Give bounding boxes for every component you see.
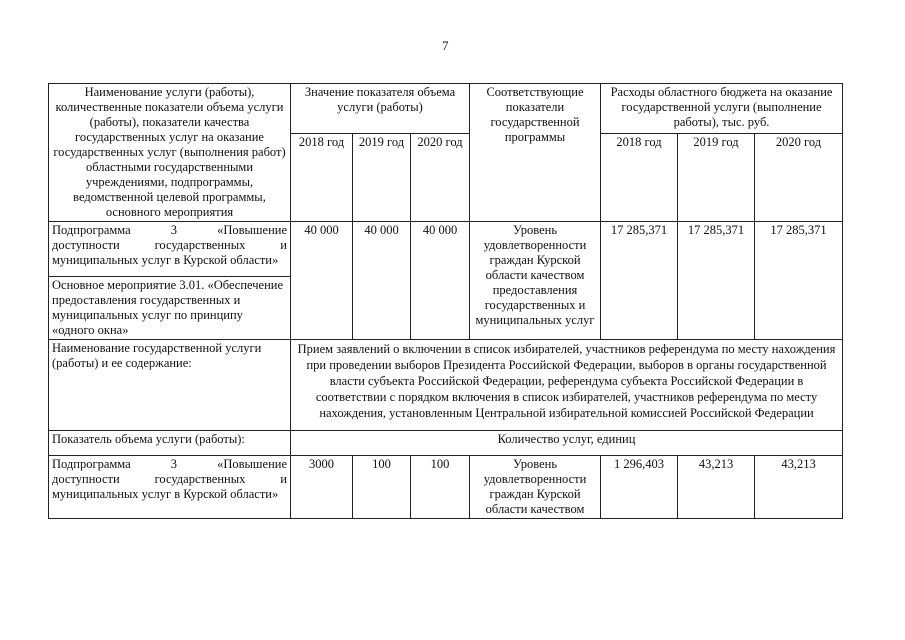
volume-indicator-label: Показатель объема услуги (работы): bbox=[49, 431, 291, 456]
header-expense-col: Расходы областного бюджета на оказание государственной услуги (выполнение работы), тыс. руб. bbox=[601, 84, 843, 134]
budget-table bbox=[48, 83, 843, 519]
service-content: Прием заявлений о включении в список избирателей, участников референдума по месту нахождения при проведении выборов Президента Российской Федерации, выборов в органы государственной власти субъекта Российской Федерации, референдума субъекта Российской Федерации в соответствии с порядком включения в список избирателей, участников референдума по месту нахождения, установленным Центральной избирательной комиссией Российской Федерации bbox=[291, 340, 843, 431]
header-row bbox=[49, 84, 843, 134]
exp-year-2018: 2018 год bbox=[601, 134, 678, 222]
vol-2020-value: 40 000 bbox=[411, 222, 470, 340]
page-number: 7 bbox=[442, 38, 449, 53]
service-name-label: Наименование государственной услуги (работы) и ее содержание: bbox=[49, 340, 291, 431]
subprogram-name-2 bbox=[49, 456, 291, 519]
vol-year-2020: 2020 год bbox=[411, 134, 470, 222]
exp-2019-value-2: 43,213 bbox=[678, 456, 755, 519]
table-row bbox=[49, 456, 843, 519]
subprogram-line1: Подпрограмма 3 «Повышение bbox=[52, 223, 287, 237]
vol-2018-value-2: 3000 bbox=[291, 456, 353, 519]
volume-indicator-content: Количество услуг, единиц bbox=[291, 431, 843, 456]
program-indicator: Уровень удовлетворенности граждан Курской области качеством предоставления государственных и муниципальных услуг bbox=[470, 222, 601, 340]
subprogram-2-line1: Подпрограмма 3 «Повышение bbox=[52, 457, 287, 471]
vol-2019-value-2: 100 bbox=[353, 456, 411, 519]
subprogram-line3: муниципальных услуг в Курской области» bbox=[52, 253, 279, 267]
subprogram-2-line3: муниципальных услуг в Курской области» bbox=[52, 487, 279, 501]
table-row bbox=[49, 222, 843, 277]
exp-2018-value-2: 1 296,403 bbox=[601, 456, 678, 519]
main-activity-name: Основное мероприятие 3.01. «Обеспечение предоставления государственных и муниципальных услуг по принципу «одного окна» bbox=[49, 277, 291, 340]
exp-2018-value: 17 285,371 bbox=[601, 222, 678, 340]
vol-2020-value-2: 100 bbox=[411, 456, 470, 519]
header-volume-col: Значение показателя объема услуги (работы) bbox=[291, 84, 470, 134]
exp-year-2019: 2019 год bbox=[678, 134, 755, 222]
exp-year-2020: 2020 год bbox=[755, 134, 843, 222]
header-name-col: Наименование услуги (работы), количественные показатели объема услуги (работы), показатели качества государственных услуг на оказание государственных услуг (выполнения работ) областными государственными учреждениями, подпрограммы, ведомственной целевой программы, основного мероприятия bbox=[49, 84, 291, 222]
exp-2020-value: 17 285,371 bbox=[755, 222, 843, 340]
subprogram-line2: доступности государственных и bbox=[52, 238, 287, 252]
exp-2019-value: 17 285,371 bbox=[678, 222, 755, 340]
subprogram-2-line2: доступности государственных и bbox=[52, 472, 287, 486]
subprogram-name bbox=[49, 222, 291, 277]
vol-2019-value: 40 000 bbox=[353, 222, 411, 340]
table-row bbox=[49, 340, 843, 431]
exp-2020-value-2: 43,213 bbox=[755, 456, 843, 519]
vol-year-2018: 2018 год bbox=[291, 134, 353, 222]
vol-year-2019: 2019 год bbox=[353, 134, 411, 222]
header-program-col: Соответствующие показатели государственной программы bbox=[470, 84, 601, 222]
program-indicator-2: Уровень удовлетворенности граждан Курской области качеством bbox=[470, 456, 601, 519]
vol-2018-value: 40 000 bbox=[291, 222, 353, 340]
table-row bbox=[49, 431, 843, 456]
